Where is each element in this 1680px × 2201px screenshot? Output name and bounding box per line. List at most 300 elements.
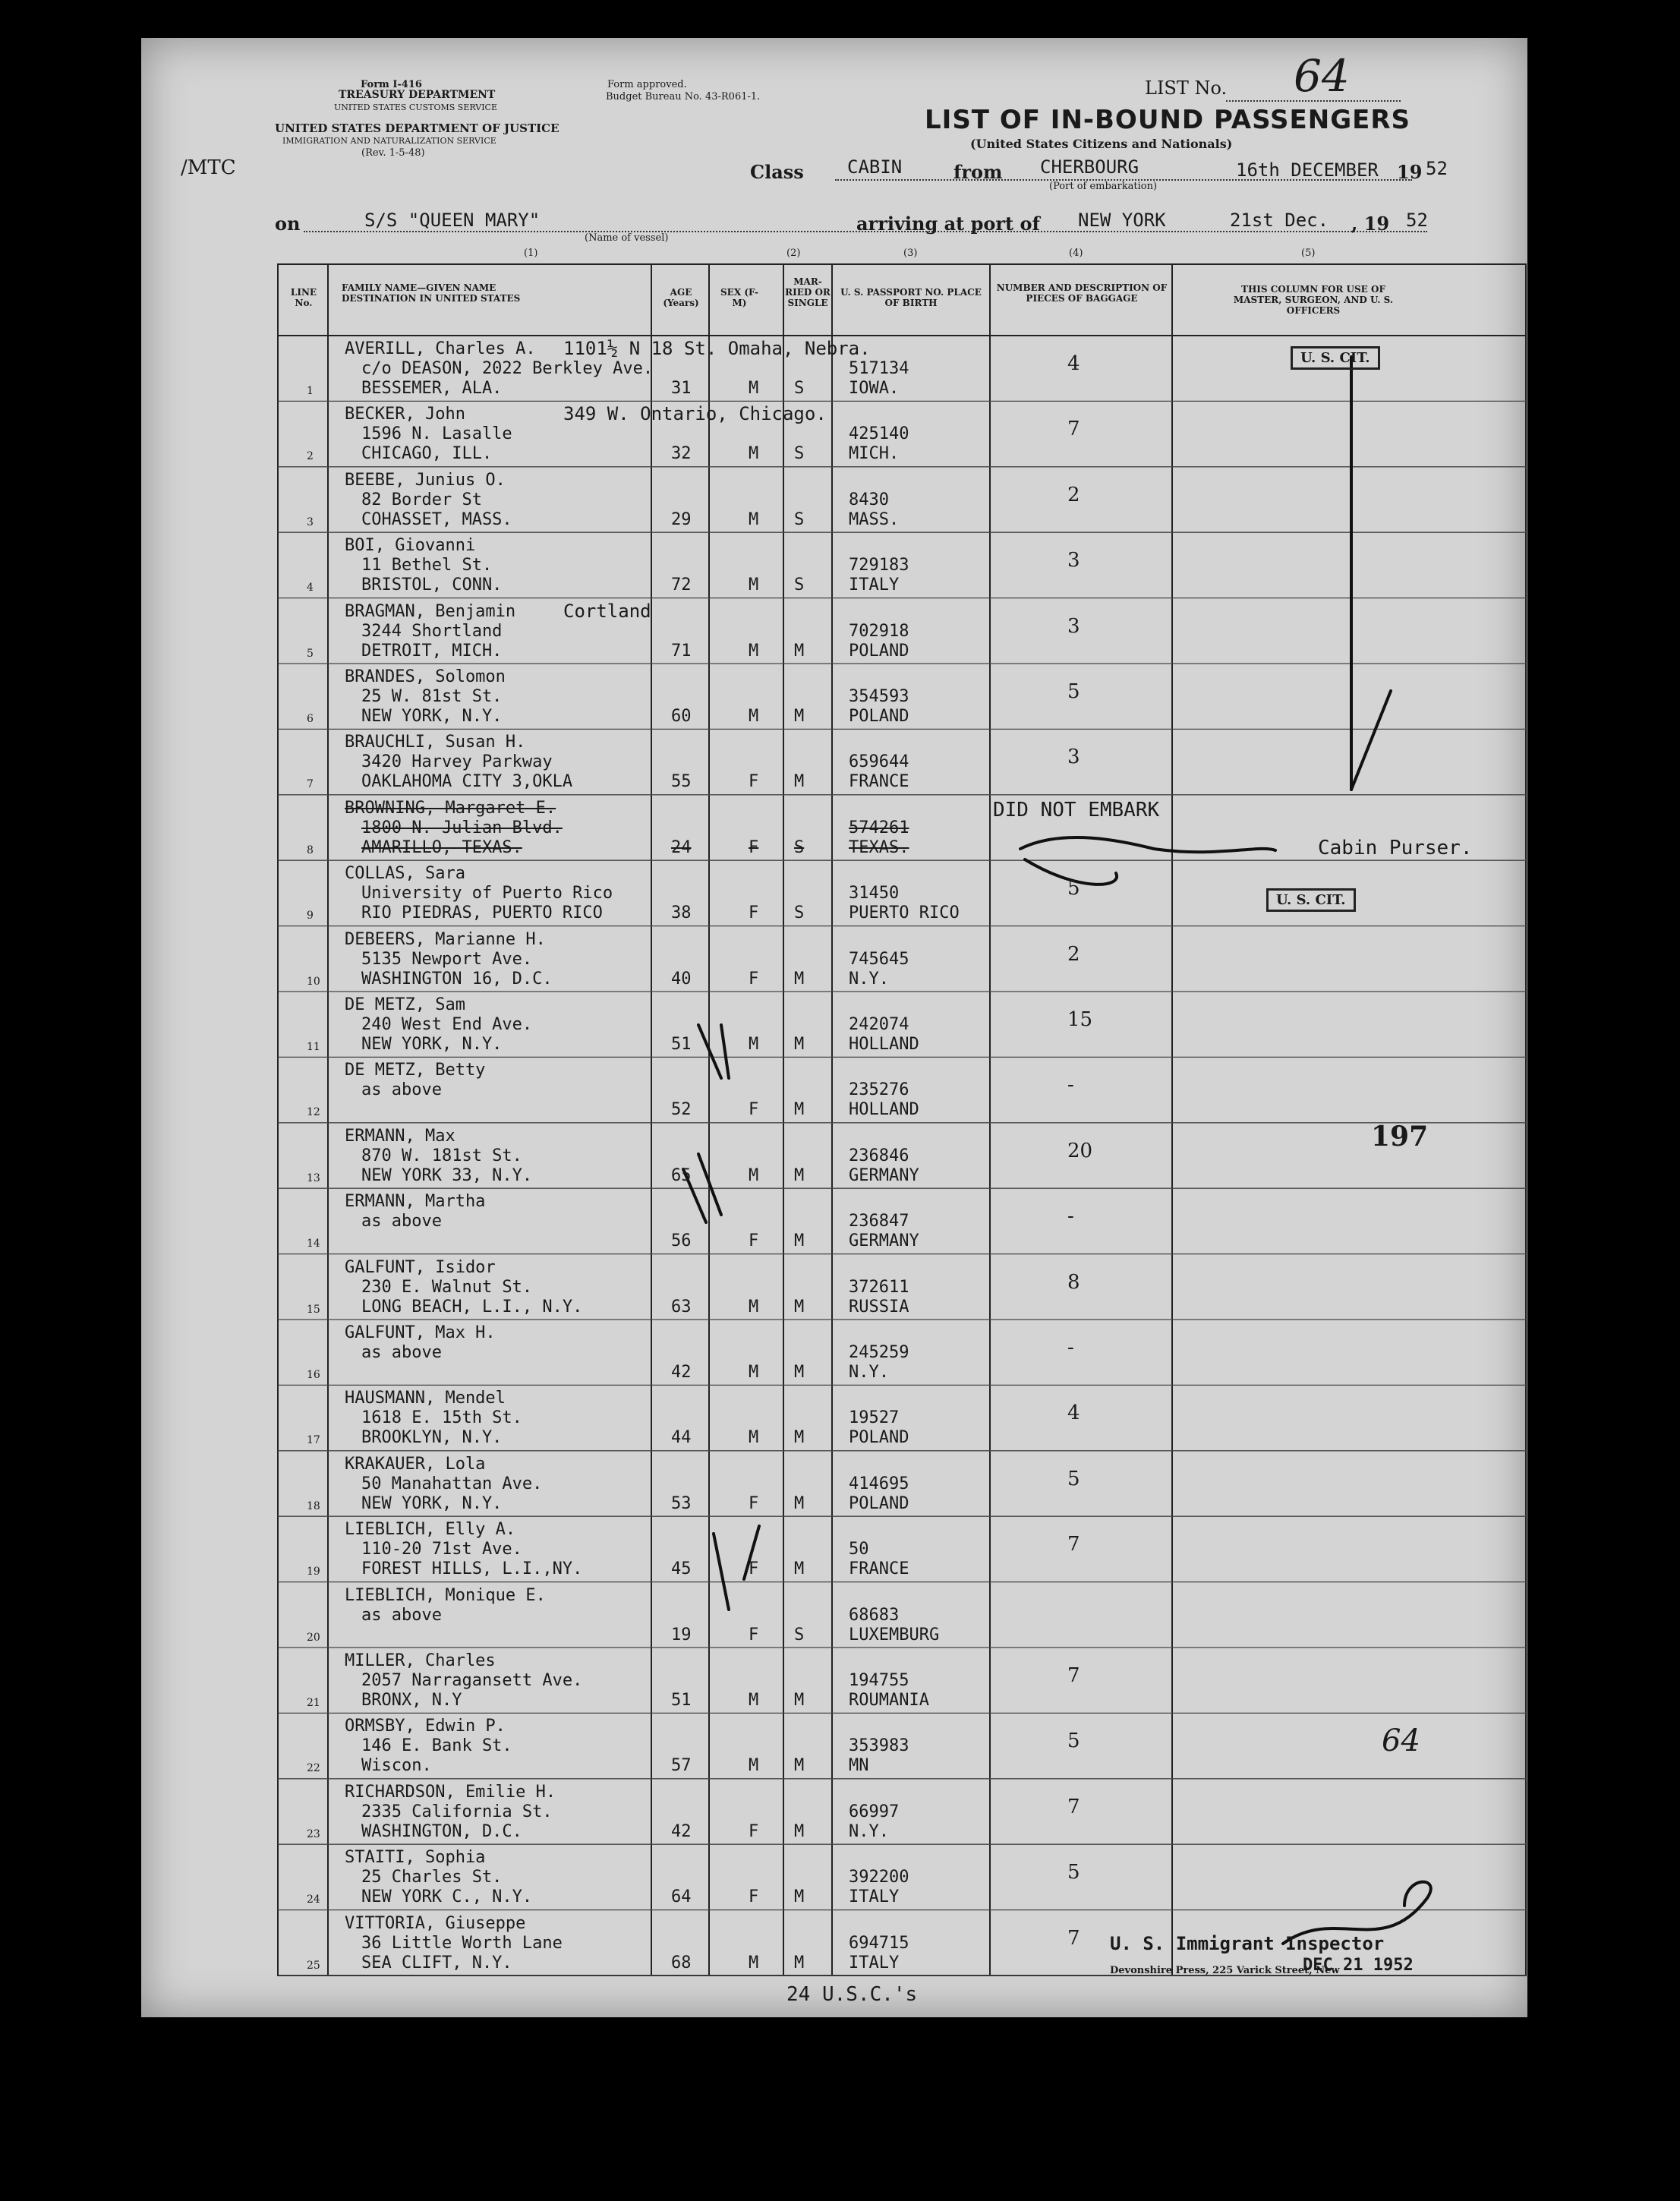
address-line-1: 110-20 71st Ave. [361,1540,522,1559]
baggage-count: 5 [1067,680,1080,703]
address-line-1: 82 Border St [361,490,482,509]
address-line-1: 1618 E. 15th St. [361,1408,522,1428]
sex: M [749,1756,759,1776]
baggage-count: 7 [1067,418,1080,441]
sex: F [749,1493,759,1513]
passenger-name: BOI, Giovanni [345,536,476,556]
passenger-name: DEBEERS, Marianne H. [345,929,546,949]
passenger-name: BRAUCHLI, Susan H. [345,733,526,752]
address-line-2: Wiscon. [361,1756,432,1776]
printer-imprint: Devonshire Press, 225 Varick Street, New [1110,1965,1340,1976]
age: 42 [671,1363,692,1382]
marital-status: S [794,444,805,464]
marital-status: M [794,1363,805,1382]
inspector-date-stamp: DEC 21 1952 [1303,1956,1414,1975]
address-line-1: 36 Little Worth Lane [361,1933,563,1953]
place-of-birth: FRANCE [849,772,909,792]
place-of-birth: MICH. [849,444,900,464]
us-citizen-stamp-2: U. S. CIT. [1266,888,1356,912]
age: 51 [671,1035,692,1054]
embark-year-prefix: 19 [1397,161,1423,183]
baggage-count: 7 [1067,1926,1080,1950]
baggage-count: 5 [1067,1861,1080,1884]
marital-status: M [794,1887,805,1907]
address-line-1: 2057 Narragansett Ave. [361,1671,583,1690]
address-line-1: as above [361,1605,442,1625]
alternate-address: 1101½ N 18 St. Omaha, Nebra. [563,338,871,359]
sex: F [749,1559,759,1579]
place-of-birth: N.Y. [849,969,889,989]
did-not-embark-note: DID NOT EMBARK [993,799,1160,821]
line-number: 11 [307,1041,320,1053]
passenger-name: ORMSBY, Edwin P. [345,1717,506,1736]
age: 53 [671,1493,692,1513]
marital-status: M [794,707,805,726]
table-row [278,1254,1526,1320]
address-line-1: 870 W. 181st St. [361,1146,522,1165]
table-row [278,926,1526,992]
sex: M [749,1363,759,1382]
marital-status: S [794,379,805,398]
page-subtitle: (United States Citizens and Nationals) [970,137,1233,151]
place-of-birth: ITALY [849,575,900,595]
baggage-count: 8 [1067,1270,1080,1294]
sex: M [749,509,759,529]
table-row [278,598,1526,664]
baggage-count: 5 [1067,1467,1080,1490]
sex: F [749,1887,759,1907]
baggage-count: 3 [1067,549,1080,572]
passenger-name: GALFUNT, Max H. [345,1323,496,1342]
baggage-count: 7 [1067,1533,1080,1556]
line-number: 4 [307,582,314,594]
sex: M [749,1035,759,1054]
passport-number: 729183 [849,556,909,575]
age: 56 [671,1231,692,1251]
arrival-year-prefix: , 19 [1351,213,1390,235]
marital-status: S [794,509,805,529]
sex: F [749,1231,759,1251]
marital-status: S [794,1625,805,1644]
place-of-birth: ITALY [849,1887,900,1907]
marital-status: M [794,1297,805,1317]
header-passport: U. S. PASSPORT NO. PLACE OF BIRTH [840,287,982,308]
baggage-count: 7 [1067,1795,1080,1818]
place-of-birth: HOLLAND [849,1035,919,1054]
dept-justice: UNITED STATES DEPARTMENT OF JUSTICE [275,121,559,135]
passport-number: 8430 [849,490,889,509]
passenger-name: LIEBLICH, Monique E. [345,1585,546,1605]
place-of-birth: POLAND [849,1428,909,1448]
table-row [278,1385,1526,1450]
table-row [278,1582,1526,1648]
address-line-1: 1800 N. Julian Blvd. [361,818,563,837]
baggage-count: 20 [1067,1139,1093,1162]
sex: M [749,707,759,726]
table-row [278,992,1526,1057]
passport-number: 354593 [849,687,909,706]
line-number: 18 [307,1499,320,1512]
passport-number: 659644 [849,752,909,772]
dept-ins: IMMIGRATION AND NATURALIZATION SERVICE [282,136,496,146]
address-line-2: COHASSET, MASS. [361,509,512,529]
vessel-name: S/S "QUEEN MARY" [364,210,541,231]
line-number: 14 [307,1238,320,1250]
address-line-2: NEW YORK, N.Y. [361,1035,503,1054]
form-approved: Form approved. [607,79,687,90]
passenger-name: BECKER, John [345,405,465,424]
place-of-birth: FRANCE [849,1559,909,1579]
age: 24 [671,837,692,857]
place-of-birth: GERMANY [849,1165,919,1185]
place-of-birth: RUSSIA [849,1297,909,1317]
address-line-2: SEA CLIFT, N.Y. [361,1953,512,1972]
age: 38 [671,903,692,923]
place-of-birth: POLAND [849,1493,909,1513]
baggage-count: 3 [1067,614,1080,638]
sex: F [749,1100,759,1120]
passenger-name: STAITI, Sophia [345,1848,486,1868]
embark-port-caption: (Port of embarkation) [1049,181,1158,192]
passport-number: 517134 [849,359,909,378]
passenger-name: HAUSMANN, Mendel [345,1389,506,1408]
table-row [278,664,1526,729]
table-row [278,1320,1526,1385]
address-line-1: 3244 Shortland [361,621,503,641]
age: 55 [671,772,692,792]
line-number: 15 [307,1303,320,1316]
col-num-4: (4) [1069,248,1083,259]
place-of-birth: POLAND [849,707,909,726]
budget-bureau: Budget Bureau No. 43-R061-1. [606,91,761,102]
line-number: 5 [307,647,314,660]
marital-status: M [794,1231,805,1251]
passport-number: 235276 [849,1080,909,1100]
place-of-birth: MASS. [849,509,900,529]
place-of-birth: N.Y. [849,1363,889,1382]
sex: M [749,1953,759,1972]
table-row [278,1713,1526,1778]
passport-number: 245259 [849,1343,909,1362]
place-of-birth: LUXEMBURG [849,1625,940,1644]
passport-number: 68683 [849,1605,900,1625]
address-line-2: WASHINGTON 16, D.C. [361,969,553,989]
line-number: 13 [307,1171,320,1184]
arrival-year: 52 [1406,210,1428,231]
passport-number: 194755 [849,1671,909,1690]
address-line-1: University of Puerto Rico [361,884,613,903]
passenger-name: KRAKAUER, Lola [345,1454,486,1474]
address-line-2: BRISTOL, CONN. [361,575,503,595]
address-line-1: 240 West End Ave. [361,1015,533,1034]
address-line-2: FOREST HILLS, L.I.,NY. [361,1559,583,1579]
line-number: 12 [307,1106,320,1119]
line-number: 1 [307,385,314,397]
table-row [278,1648,1526,1713]
address-line-2: NEW YORK, N.Y. [361,1493,503,1513]
header-married: MAR-RIED OR SINGLE [785,276,831,308]
place-of-birth: GERMANY [849,1231,919,1251]
place-of-birth: IOWA. [849,379,900,398]
baggage-count: 4 [1067,352,1080,375]
sex: M [749,575,759,595]
passenger-name: AVERILL, Charles A. [345,339,536,358]
marital-status: M [794,1100,805,1120]
marital-status: M [794,1035,805,1054]
address-line-1: 11 Bethel St. [361,556,493,575]
age: 19 [671,1625,692,1644]
marital-status: M [794,969,805,989]
header-officers: THIS COLUMN FOR USE OF MASTER, SURGEON, AND U. S. OFFICERS [1233,284,1394,316]
address-line-1: 5135 Newport Ave. [361,949,533,969]
passport-number: 353983 [849,1736,909,1756]
line-number: 10 [307,975,320,988]
address-line-2: NEW YORK 33, N.Y. [361,1165,533,1185]
baggage-count: 2 [1067,483,1080,506]
age: 71 [671,641,692,661]
sex: F [749,969,759,989]
passenger-name: MILLER, Charles [345,1651,496,1670]
passport-number: 31450 [849,884,900,903]
line-number: 6 [307,713,314,725]
passport-number: 372611 [849,1277,909,1297]
baggage-count: 7 [1067,1664,1080,1687]
passport-number: 414695 [849,1474,909,1493]
sex: M [749,1428,759,1448]
line-number: 24 [307,1894,320,1906]
line-number: 25 [307,1959,320,1972]
line-number: 7 [307,778,314,791]
address-line-2: WASHINGTON, D.C. [361,1821,522,1841]
table-row [278,1188,1526,1253]
class-value: CABIN [847,156,903,178]
col-num-3: (3) [903,248,918,259]
annotation-64: 64 [1382,1723,1420,1758]
marital-status: M [794,1691,805,1710]
footer-uscs-count: 24 U.S.C.'s [786,1983,918,2006]
address-line-1: 1596 N. Lasalle [361,424,512,444]
place-of-birth: ROUMANIA [849,1691,929,1710]
table-row [278,1451,1526,1516]
address-line-1: as above [361,1343,442,1362]
age: 45 [671,1559,692,1579]
dept-treasury: TREASURY DEPARTMENT [339,89,496,101]
age: 44 [671,1428,692,1448]
sex: F [749,1821,759,1841]
passport-number: 392200 [849,1868,909,1887]
passport-number: 694715 [849,1933,909,1953]
passport-number: 242074 [849,1015,909,1034]
sex: M [749,1691,759,1710]
passport-number: 574261 [849,818,909,837]
age: 57 [671,1756,692,1776]
header-baggage: NUMBER AND DESCRIPTION OF PIECES OF BAGGAGE [996,282,1168,304]
passenger-name: VITTORIA, Giuseppe [345,1913,526,1933]
age: 51 [671,1691,692,1710]
page-title: LIST OF IN-BOUND PASSENGERS [925,105,1411,135]
baggage-count: - [1067,1205,1074,1228]
passenger-name: DE METZ, Betty [345,1061,486,1080]
immigrant-inspector-label: U. S. Immigrant Inspector [1110,1933,1385,1954]
place-of-birth: TEXAS. [849,837,909,857]
address-line-1: 146 E. Bank St. [361,1736,512,1756]
marital-status: M [794,1756,805,1776]
address-line-2: LONG BEACH, L.I., N.Y. [361,1297,583,1317]
place-of-birth: N.Y. [849,1821,889,1841]
table-row [278,467,1526,532]
on-label: on [275,213,301,235]
line-number: 23 [307,1827,320,1840]
baggage-count: 2 [1067,942,1080,966]
passenger-name: RICHARDSON, Emilie H. [345,1782,556,1802]
list-no-value: 64 [1294,50,1350,102]
cabin-purser-label: Cabin Purser. [1318,837,1473,859]
marital-status: M [794,1165,805,1185]
table-row [278,401,1526,466]
arrival-port: NEW YORK [1078,210,1166,231]
address-line-2: OAKLAHOMA CITY 3,OKLA [361,772,573,792]
place-of-birth: MN [849,1756,869,1776]
line-number: 21 [307,1697,320,1709]
line-number: 9 [307,910,314,922]
marital-status: M [794,1493,805,1513]
address-line-2: NEW YORK C., N.Y. [361,1887,533,1907]
form-revision: (Rev. 1-5-48) [361,147,425,159]
age: 29 [671,509,692,529]
age: 31 [671,379,692,398]
address-line-1: 25 W. 81st St. [361,687,503,706]
age: 52 [671,1100,692,1120]
us-citizen-stamp: U. S. CIT. [1291,346,1380,370]
marital-status: M [794,1953,805,1972]
marital-status: M [794,772,805,792]
address-line-2: CHICAGO, ILL. [361,444,493,464]
arriving-label: arriving at port of [856,213,1040,235]
baggage-count: 4 [1067,1402,1080,1425]
passenger-name: DE METZ, Sam [345,995,465,1014]
baggage-count: 15 [1067,1008,1093,1031]
place-of-birth: HOLLAND [849,1100,919,1120]
header-line-no: LINE No. [290,287,317,308]
place-of-birth: PUERTO RICO [849,903,960,923]
address-line-1: c/o DEASON, 2022 Berkley Ave. [361,359,654,378]
passenger-name: ERMANN, Max [345,1126,455,1146]
age: 40 [671,969,692,989]
line-number: 2 [307,450,314,463]
passenger-name: BROWNING, Margaret E. [345,798,556,818]
table-row [278,532,1526,598]
place-of-birth: POLAND [849,641,909,661]
annotation-197: 197 [1371,1121,1429,1153]
age: 64 [671,1887,692,1907]
passport-number: 66997 [849,1802,900,1821]
sex: M [749,1297,759,1317]
baggage-count: 3 [1067,746,1080,769]
class-label: Class [750,161,804,183]
table-row [278,729,1526,794]
address-line-1: 230 E. Walnut St. [361,1277,533,1297]
embark-date: 16th DECEMBER [1236,159,1379,181]
dept-customs: UNITED STATES CUSTOMS SERVICE [334,102,497,112]
col-num-1: (1) [524,248,538,259]
line-number: 8 [307,844,314,856]
marital-status: S [794,837,805,857]
address-line-2: RIO PIEDRAS, PUERTO RICO [361,903,603,923]
marital-status: S [794,903,805,923]
address-line-1: 25 Charles St. [361,1868,503,1887]
col-num-5: (5) [1301,248,1316,259]
age: 63 [671,1297,692,1317]
address-line-2: BESSEMER, ALA. [361,379,503,398]
sex: F [749,772,759,792]
address-line-2: DETROIT, MICH. [361,641,503,661]
marital-status: M [794,1559,805,1579]
address-line-1: 3420 Harvey Parkway [361,752,553,772]
line-number: 20 [307,1631,320,1644]
header-age: AGE (Years) [663,287,699,308]
age: 65 [671,1165,692,1185]
baggage-count: 5 [1067,1730,1080,1753]
sex: M [749,379,759,398]
address-line-2: BRONX, N.Y [361,1691,462,1710]
address-line-2: BROOKLYN, N.Y. [361,1428,503,1448]
passport-number: 236847 [849,1212,909,1231]
baggage-count: - [1067,1074,1074,1097]
passport-number: 19527 [849,1408,900,1428]
baggage-count: 5 [1067,877,1080,900]
from-label: from [953,161,1003,183]
sex: M [749,1165,759,1185]
passenger-name: GALFUNT, Isidor [345,1257,496,1277]
age: 42 [671,1821,692,1841]
sex: F [749,1625,759,1644]
list-no-label: LIST No. [1145,77,1228,99]
sex: M [749,444,759,464]
table-row [278,1844,1526,1909]
line-number: 16 [307,1369,320,1381]
arrival-date: 21st Dec. [1230,210,1329,231]
alternate-address: Cortland [563,600,651,622]
age: 72 [671,575,692,595]
passport-number: 50 [849,1540,869,1559]
marital-status: M [794,1821,805,1841]
marital-status: M [794,1428,805,1448]
address-line-1: 50 Manahattan Ave. [361,1474,543,1493]
place-of-birth: ITALY [849,1953,900,1972]
sex: F [749,903,759,923]
baggage-count: - [1067,1336,1074,1359]
address-line-2: NEW YORK, N.Y. [361,707,503,726]
line-number: 3 [307,516,314,528]
passenger-name: BRAGMAN, Benjamin [345,601,516,621]
passport-number: 236846 [849,1146,909,1165]
age: 68 [671,1953,692,1972]
marital-status: S [794,575,805,595]
margin-note: /MTC [181,156,236,179]
sex: F [749,837,759,857]
header-sex: SEX (F-M) [720,287,758,308]
embark-port: CHERBOURG [1040,156,1139,178]
passenger-name: LIEBLICH, Elly A. [345,1520,516,1540]
passenger-name: BEEBE, Junius O. [345,470,506,490]
address-line-2: AMARILLO, TEXAS. [361,837,522,857]
passport-number: 745645 [849,949,909,969]
passport-number: 425140 [849,424,909,444]
address-line-1: as above [361,1212,442,1231]
marital-status: M [794,641,805,661]
table-row [278,1779,1526,1844]
passenger-name: BRANDES, Solomon [345,667,506,686]
